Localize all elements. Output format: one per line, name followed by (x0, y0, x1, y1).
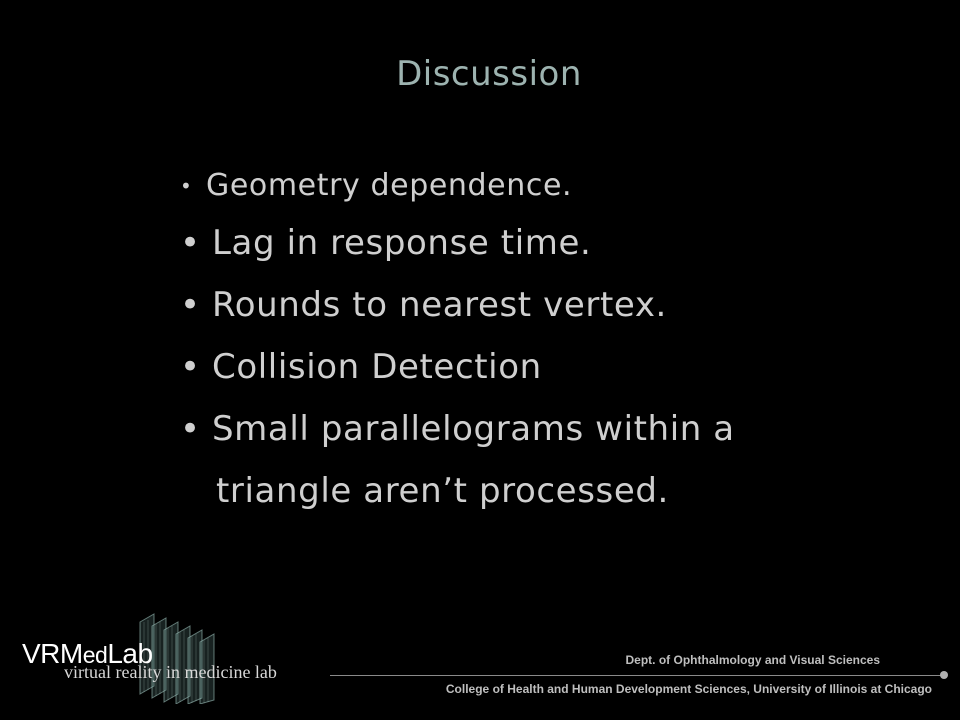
slide-title: Discussion (396, 54, 582, 94)
footer-department: Dept. of Ophthalmology and Visual Sciences (625, 653, 880, 667)
bullet-dot-icon: • (180, 409, 201, 449)
bullet-dot-icon: • (180, 223, 201, 263)
bullet-text: Geometry dependence. (206, 168, 573, 203)
bullet-item (180, 336, 735, 398)
bullet-text: Small parallelograms within a (212, 409, 735, 449)
logo-title-sub: ed (82, 642, 108, 668)
bullet-list (180, 160, 735, 522)
bullet-item (180, 160, 735, 212)
bullet-item (180, 212, 735, 274)
bullet-item (180, 398, 735, 460)
bullet-dot-icon: • (180, 174, 193, 198)
logo-title-end: Lab (107, 638, 153, 669)
bullet-text: Collision Detection (212, 347, 542, 387)
logo-title-main: VRM (22, 638, 83, 669)
footer-college: College of Health and Human Development Sciences, University of Illinois at Chicago (445, 682, 932, 696)
bullet-continuation (180, 460, 735, 522)
logo-tagline: virtual reality in medicine lab (64, 662, 277, 682)
bullet-item (180, 274, 735, 336)
bullet-dot-icon: • (180, 347, 201, 387)
bullet-dot-icon: • (180, 285, 201, 325)
bullet-text: Rounds to nearest vertex. (212, 285, 667, 325)
footer-divider-dot-icon (940, 671, 948, 679)
bullet-text: Lag in response time. (212, 223, 592, 263)
bullet-continuation-text: triangle aren’t processed. (216, 471, 669, 511)
footer-divider (330, 675, 942, 676)
